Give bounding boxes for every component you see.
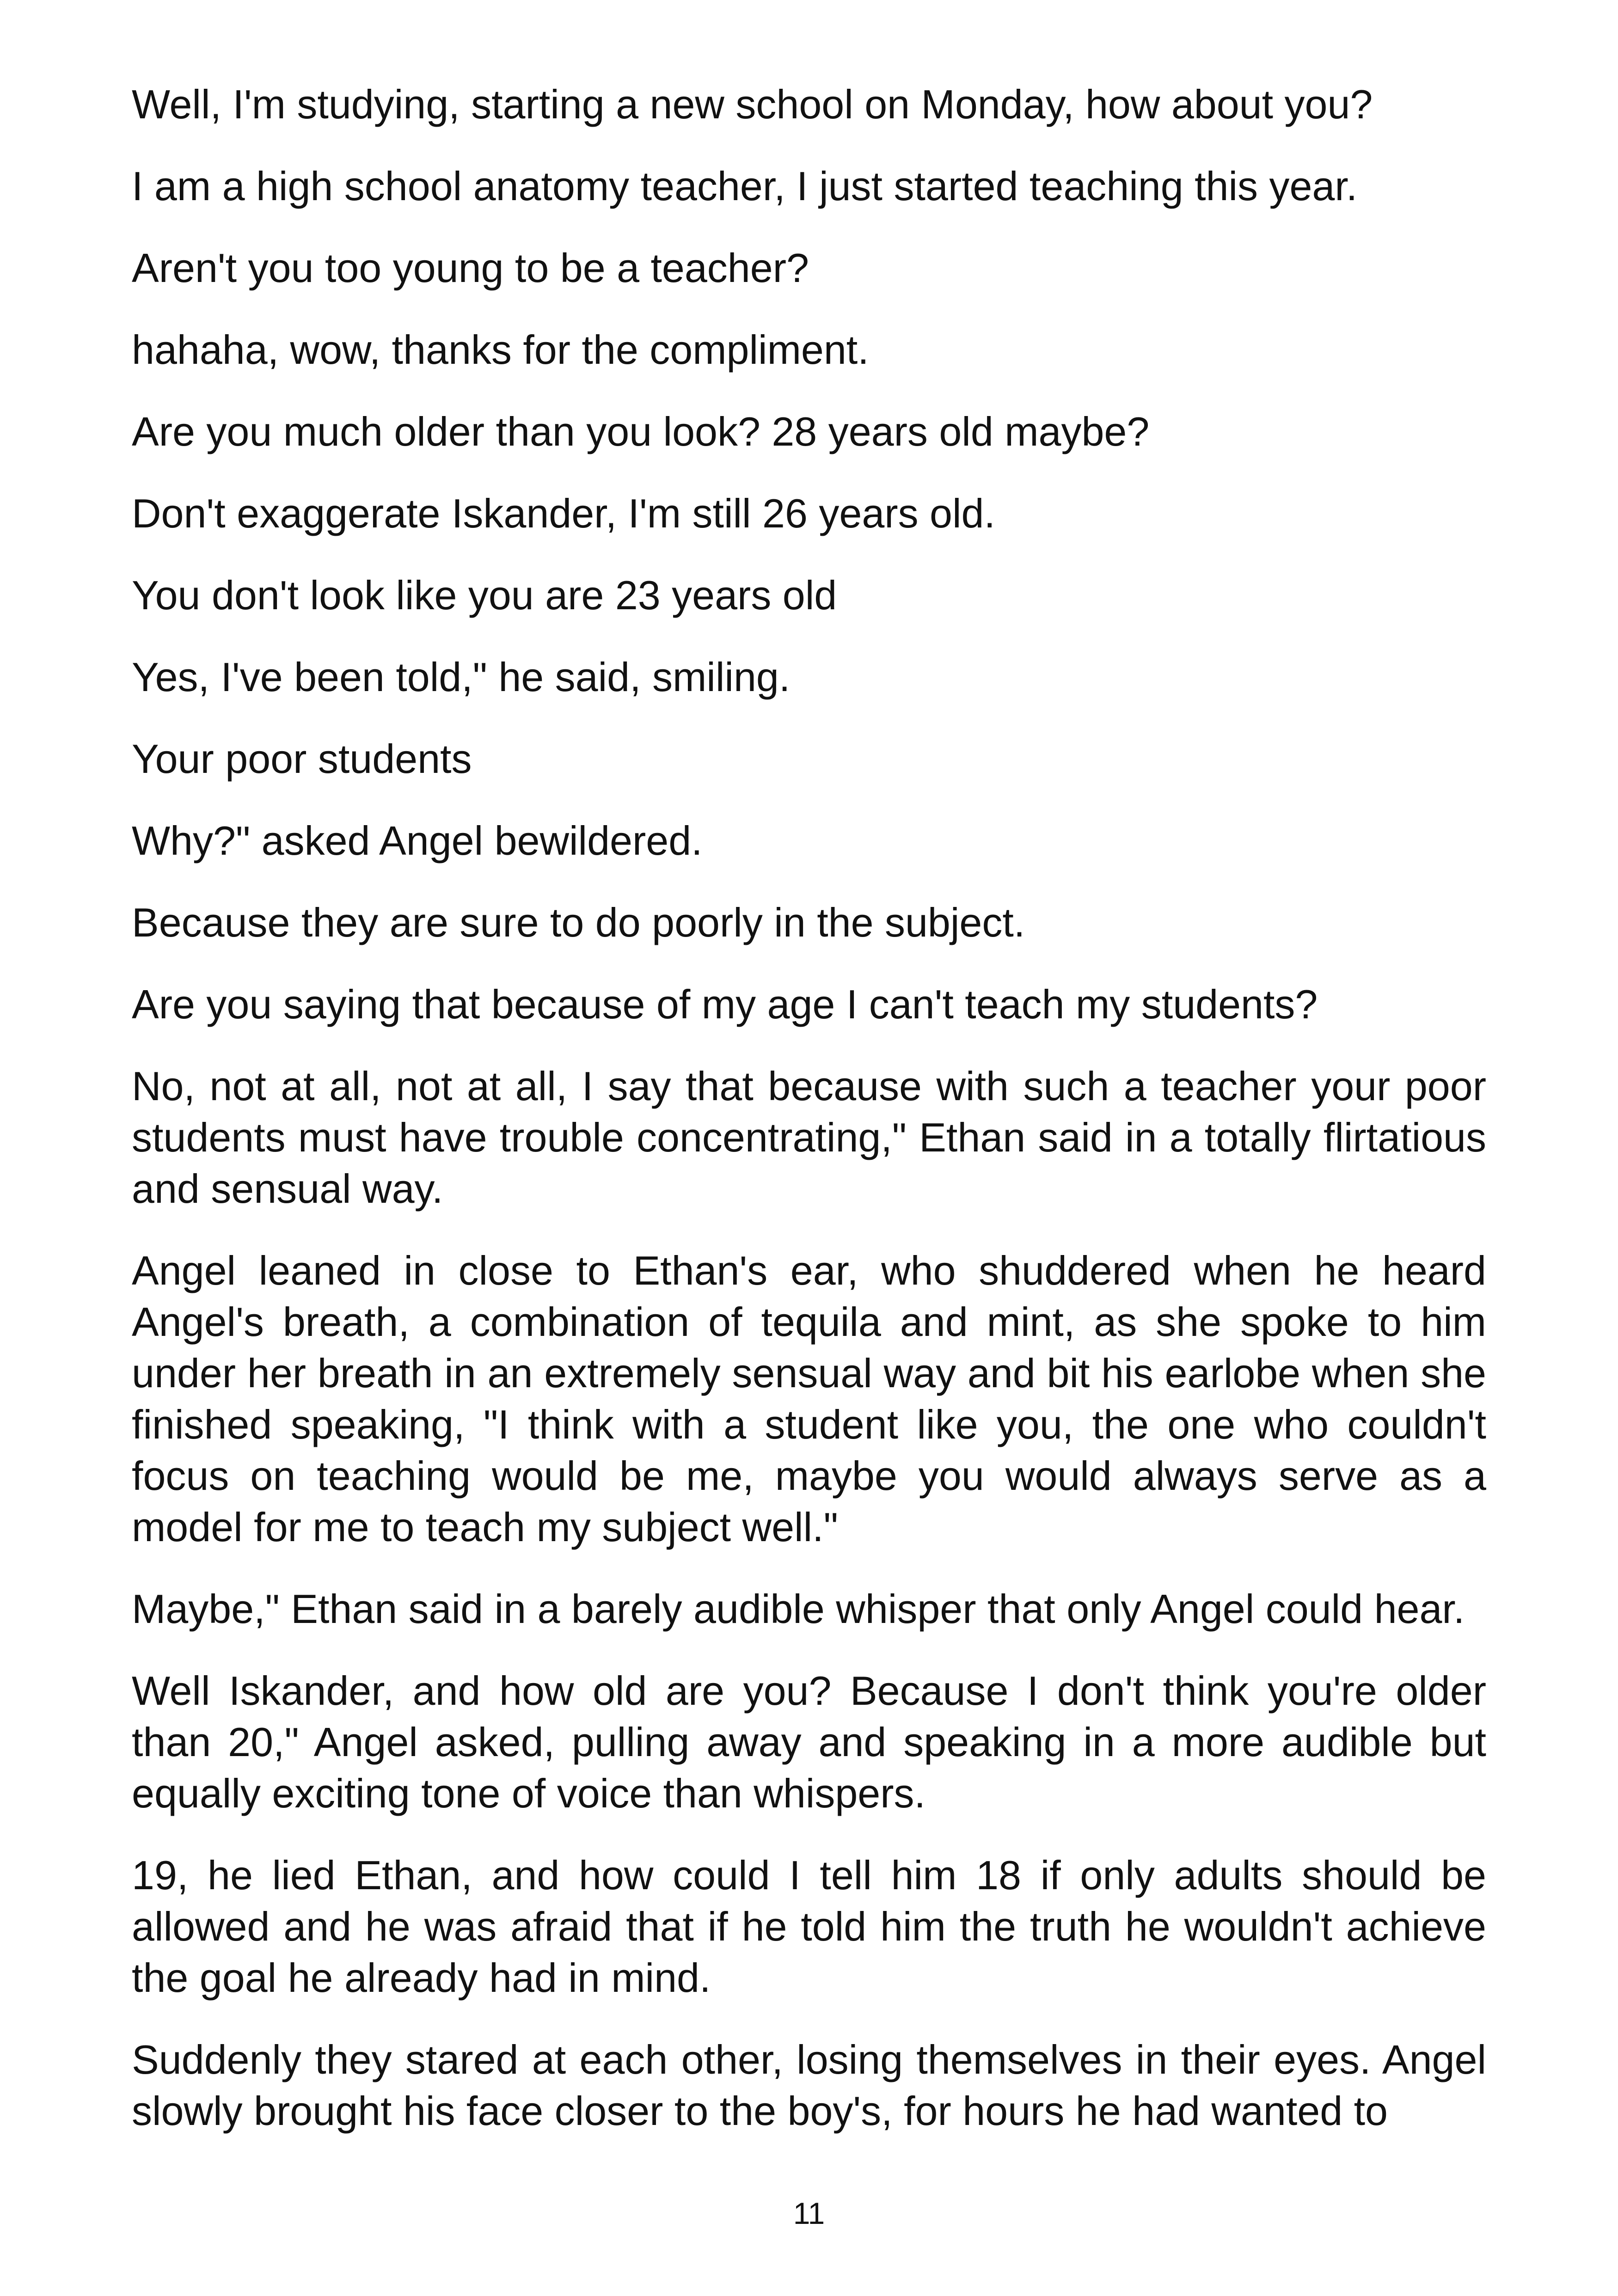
paragraph: Suddenly they stared at each other, losing themselves in their eyes. Angel slowly brought his face closer to the boy's, for hours he had wanted to — [132, 2037, 1486, 2134]
paragraph: Are you much older than you look? 28 years old maybe? — [132, 409, 1150, 454]
paragraph: No, not at all, not at all, I say that because with such a teacher your poor students must have trouble concentrating," Ethan said in a totally flirtatious and sensual way. — [132, 1063, 1486, 1212]
paragraph: Are you saying that because of my age I can't teach my students? — [132, 981, 1318, 1027]
paragraph: 19, he lied Ethan, and how could I tell him 18 if only adults should be allowed and he was afraid that if he told him the truth he wouldn't achieve the goal he already had in mind. — [132, 1852, 1486, 2001]
paragraph: Maybe," Ethan said in a barely audible whisper that only Angel could hear. — [132, 1586, 1465, 1632]
paragraph: Yes, I've been told," he said, smiling. — [132, 654, 791, 700]
paragraph: Your poor students — [132, 736, 472, 782]
paragraph: hahaha, wow, thanks for the compliment. — [132, 327, 869, 373]
paragraph: I am a high school anatomy teacher, I just started teaching this year. — [132, 163, 1358, 209]
paragraph: Because they are sure to do poorly in the subject. — [132, 900, 1025, 945]
body-text — [132, 79, 1486, 2167]
paragraph: Angel leaned in close to Ethan's ear, who shuddered when he heard Angel's breath, a combination of tequila and mint, as she spoke to him under her breath in an extremely sensual way and bit his earlobe when she finished speaking, "I think with a student like you, the one who couldn't focus on teaching would be me, maybe you would always serve as a model for me to teach my subject well." — [132, 1248, 1486, 1550]
paragraph: Aren't you too young to be a teacher? — [132, 245, 809, 291]
paragraph: You don't look like you are 23 years old — [132, 572, 837, 618]
page-number: 11 — [793, 2196, 825, 2230]
paragraph: Don't exaggerate Iskander, I'm still 26 years old. — [132, 490, 995, 536]
paragraph: Well Iskander, and how old are you? Because I don't think you're older than 20," Angel asked, pulling away and speaking in a more audible but equally exciting tone of voice than whispers. — [132, 1668, 1486, 1816]
paragraph: Well, I'm studying, starting a new school on Monday, how about you? — [132, 81, 1373, 127]
paragraph: Why?" asked Angel bewildered. — [132, 818, 703, 863]
